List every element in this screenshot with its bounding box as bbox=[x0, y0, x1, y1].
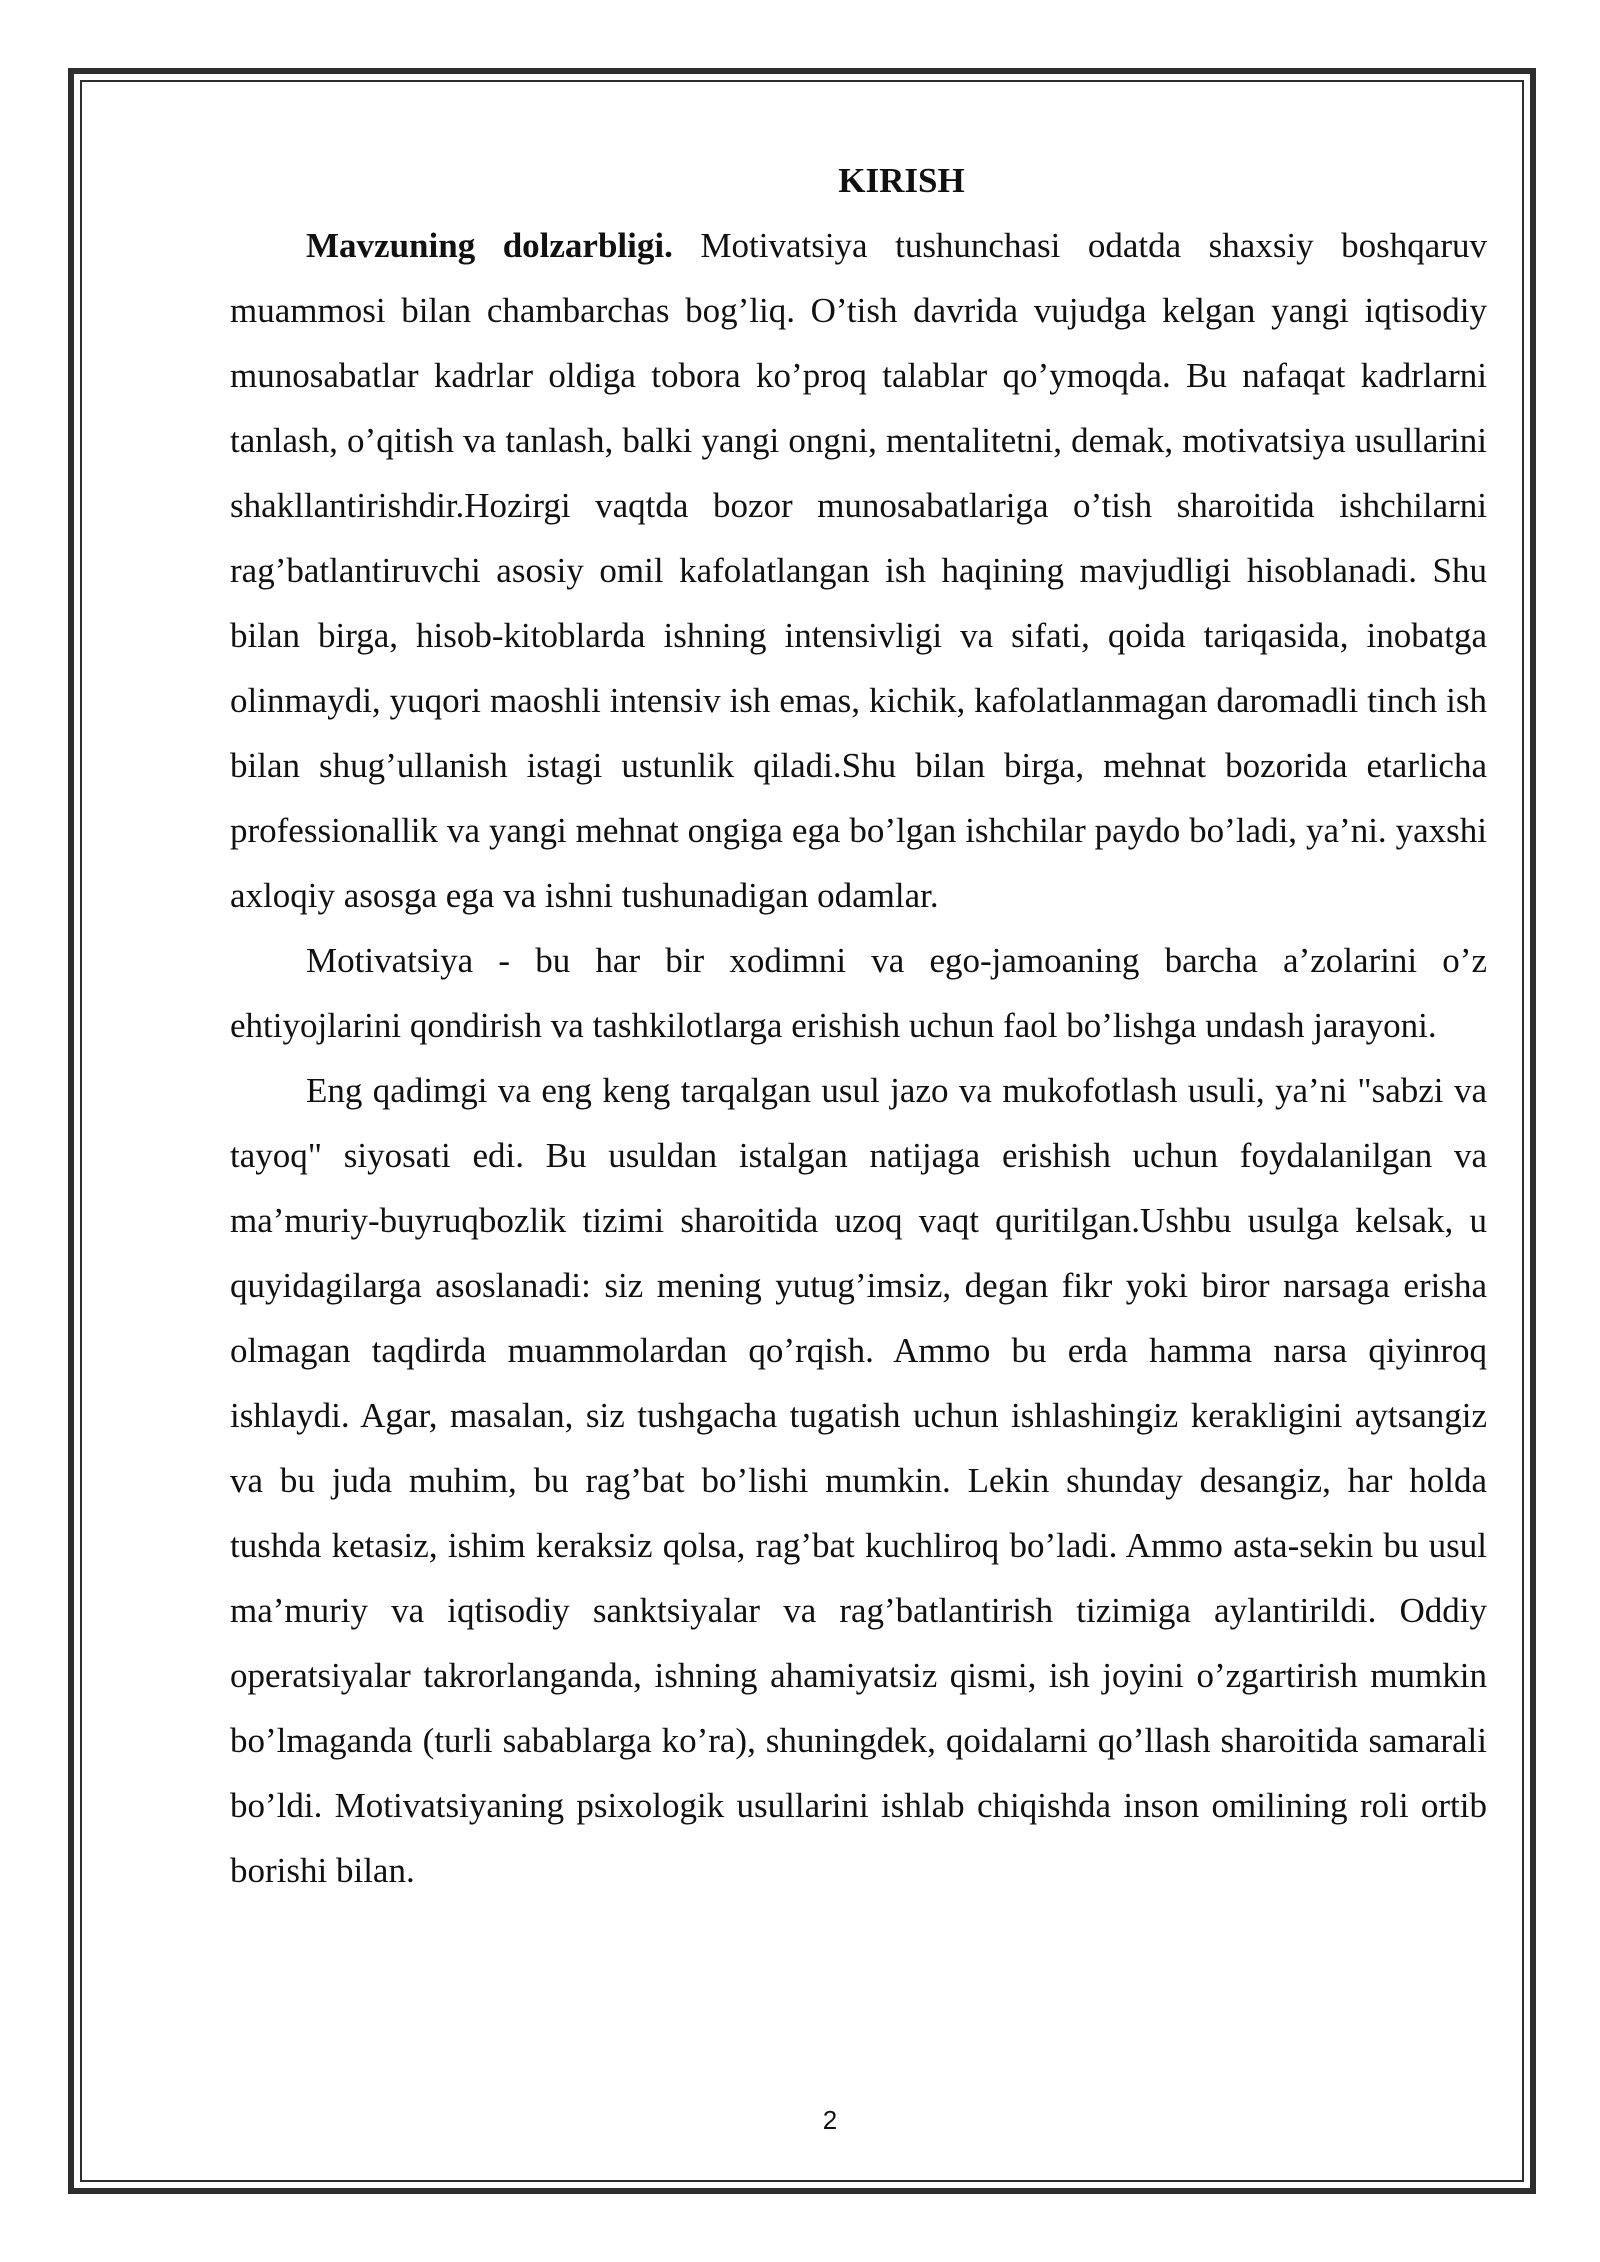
paragraph-motivation-definition bbox=[230, 928, 1487, 1058]
paragraph-text: Motivatsiya tushunchasi odatda shaxsiy boshqaruv muammosi bilan chambarchas bog’liq. O’tish davrida vujudga kelgan yangi iqtisodiy munosabatlar kadrlar oldiga tobora ko’proq talablar qo’ymoqda. Bu nafaqat kadrlarni tanlash, o’qitish va tanlash, balki yangi ongni, mentalitetni, demak, motivatsiya usullarini shakllantirishdir.Hozirgi vaqtda bozor munosabatlariga o’tish sharoitida ishchilarni rag’batlantiruvchi asosiy omil kafolatlangan ish haqining mavjudligi hisoblanadi. Shu bilan birga, hisob-kitoblarda ishning intensivligi va sifati, qoida tariqasida, inobatga olinmaydi, yuqori maoshli intensiv ish emas, kichik, kafolatlanmagan daromadli tinch ish bilan shug’ullanish istagi ustunlik qiladi.Shu bilan birga, mehnat bozorida etarlicha professionallik va yangi mehnat ongiga ega bo’lgan ishchilar paydo bo’ladi, ya’ni. yaxshi axloqiy asosga ega va ishni tushunadigan odamlar. bbox=[230, 226, 1487, 915]
page-number: 2 bbox=[822, 2105, 838, 2135]
paragraph-lead: Mavzuning dolzarbligi. bbox=[306, 226, 673, 265]
paragraph-text: Motivatsiya - bu har bir xodimni va ego-jamoaning barcha a’zolarini o’z ehtiyojlarini qondirish va tashkilotlarga erishish uchun faol bo’lishga undash jarayoni. bbox=[230, 941, 1487, 1045]
paragraph-text: Eng qadimgi va eng keng tarqalgan usul jazo va mukofotlash usuli, ya’ni "sabzi va tayoq" siyosati edi. Bu usuldan istalgan natijaga erishish uchun foydalanilgan va ma’muriy-buyruqbozlik tizimi sharoitida uzoq vaqt quritilgan.Ushbu usulga kelsak, u quyidagilarga asoslanadi: siz mening yutug’imsiz, degan fikr yoki biror narsaga erisha olmagan taqdirda muammolardan qo’rqish. Ammo bu erda hamma narsa qiyinroq ishlaydi. Agar, masalan, siz tushgacha tugatish uchun ishlashingiz kerakligini aytsangiz va bu juda muhim, bu rag’bat bo’lishi mumkin. Lekin shunday desangiz, har holda tushda ketasiz, ishim keraksiz qolsa, rag’bat kuchliroq bo’ladi. Ammo asta-sekin bu usul ma’muriy va iqtisodiy sanktsiyalar va rag’batlantirish tizimiga aylantirildi. Oddiy operatsiyalar takrorlanganda, ishning ahamiyatsiz qismi, ish joyini o’zgartirish mumkin bo’lmaganda (turli sabablarga ko’ra), shuningdek, qoidalarni qo’llash sharoitida samarali bo’ldi. Motivatsiyaning psixologik usullarini ishlab chiqishda inson omilining roli ortib borishi bilan. bbox=[230, 1071, 1487, 1890]
document-body bbox=[230, 148, 1487, 1903]
paragraph-relevance bbox=[230, 213, 1487, 928]
paragraph-carrot-and-stick bbox=[230, 1058, 1487, 1903]
section-heading: KIRISH bbox=[838, 161, 965, 200]
